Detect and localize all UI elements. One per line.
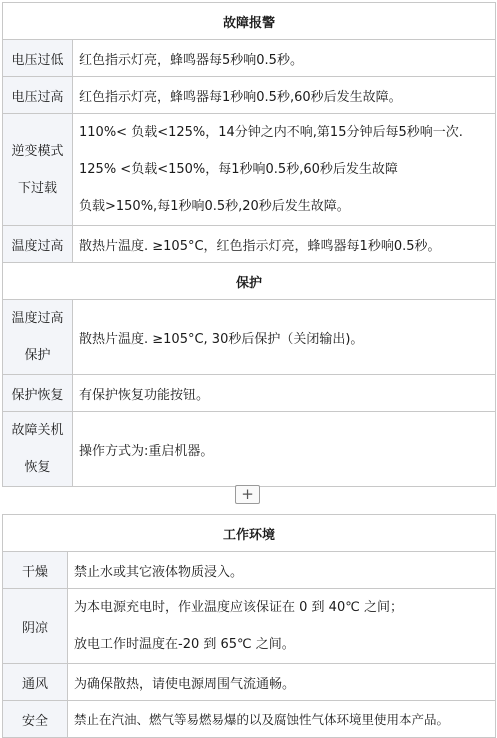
fault-shutdown-label: [3, 412, 73, 487]
cool-line-1: 为本电源充电时，作业温度应该保证在 0 到 40℃ 之间；: [74, 600, 403, 615]
table-row: [3, 40, 496, 77]
table-row: [3, 552, 496, 589]
fault-shutdown-label-line2: 恢复: [24, 460, 51, 475]
overtemp-protect-text: 散热片温度. ≥105°C, 30秒后保护（关闭输出)。: [73, 300, 496, 375]
cool-label: 阴凉: [3, 589, 68, 664]
undervoltage-text: 红色指示灯亮，蜂鸣器每5秒响0.5秒。: [73, 40, 496, 77]
table-row: [3, 114, 496, 226]
table-row: [3, 375, 496, 412]
overtemp-protect-label-line2: 保护: [24, 348, 51, 363]
inverter-overload-label-line2: 下过载: [17, 180, 57, 196]
table-row: [3, 300, 496, 375]
overtemp-protect-label-line1: 温度过高: [11, 311, 64, 326]
overvoltage-text: 红色指示灯亮，蜂鸣器每1秒响0.5秒,60秒后发生故障。: [73, 77, 496, 114]
table-row: [3, 664, 496, 701]
overload-line-2: 125% <负载<150%，每1秒响0.5秒,60秒后发生故障: [79, 162, 398, 177]
safety-label: 安全: [3, 701, 68, 738]
table-row: [3, 226, 496, 263]
table-row: [3, 77, 496, 114]
protect-recover-label: 保护恢复: [3, 375, 73, 412]
add-row-button[interactable]: [235, 485, 260, 504]
dry-label: 干燥: [3, 552, 68, 589]
overload-line-3: 负载>150%,每1秒响0.5秒,20秒后发生故障。: [79, 199, 350, 214]
inverter-overload-label: [3, 114, 73, 226]
safety-text: 禁止在汽油、燃气等易燃易爆的以及腐蚀性气体环境里使用本产品。: [68, 701, 496, 738]
cool-line-2: 放电工作时温度在-20 到 65℃ 之间。: [74, 637, 295, 652]
cool-text: [68, 589, 496, 664]
inverter-overload-text: [73, 114, 496, 226]
plus-icon: +: [241, 485, 254, 503]
inverter-overload-label-line1: 逆变模式: [11, 143, 64, 159]
undervoltage-label: 电压过低: [3, 40, 73, 77]
fault-shutdown-text: 操作方式为:重启机器。: [73, 412, 496, 487]
overtemp-text: 散热片温度. ≥105°C，红色指示灯亮，蜂鸣器每1秒响0.5秒。: [73, 226, 496, 263]
fault-protection-table: [2, 2, 496, 487]
overtemp-protect-label: [3, 300, 73, 375]
ventilation-label: 通风: [3, 664, 68, 701]
dry-text: 禁止水或其它液体物质浸入。: [68, 552, 496, 589]
table-row: [3, 412, 496, 487]
fault-shutdown-label-line1: 故障关机: [11, 423, 64, 438]
overvoltage-label: 电压过高: [3, 77, 73, 114]
fault-alarm-header: 故障报警: [3, 3, 496, 40]
protect-recover-text: 有保护恢复功能按钮。: [73, 375, 496, 412]
protection-header: 保护: [3, 263, 496, 300]
overtemp-label: 温度过高: [3, 226, 73, 263]
table-row: [3, 589, 496, 664]
work-environment-table: [2, 514, 496, 738]
ventilation-text: 为确保散热，请使电源周围气流通畅。: [68, 664, 496, 701]
overload-line-1: 110%< 负载<125%，14分钟之内不响,第15分钟后每5秒响一次.: [79, 125, 463, 140]
table-row: [3, 701, 496, 738]
work-environment-header: 工作环境: [3, 515, 496, 552]
